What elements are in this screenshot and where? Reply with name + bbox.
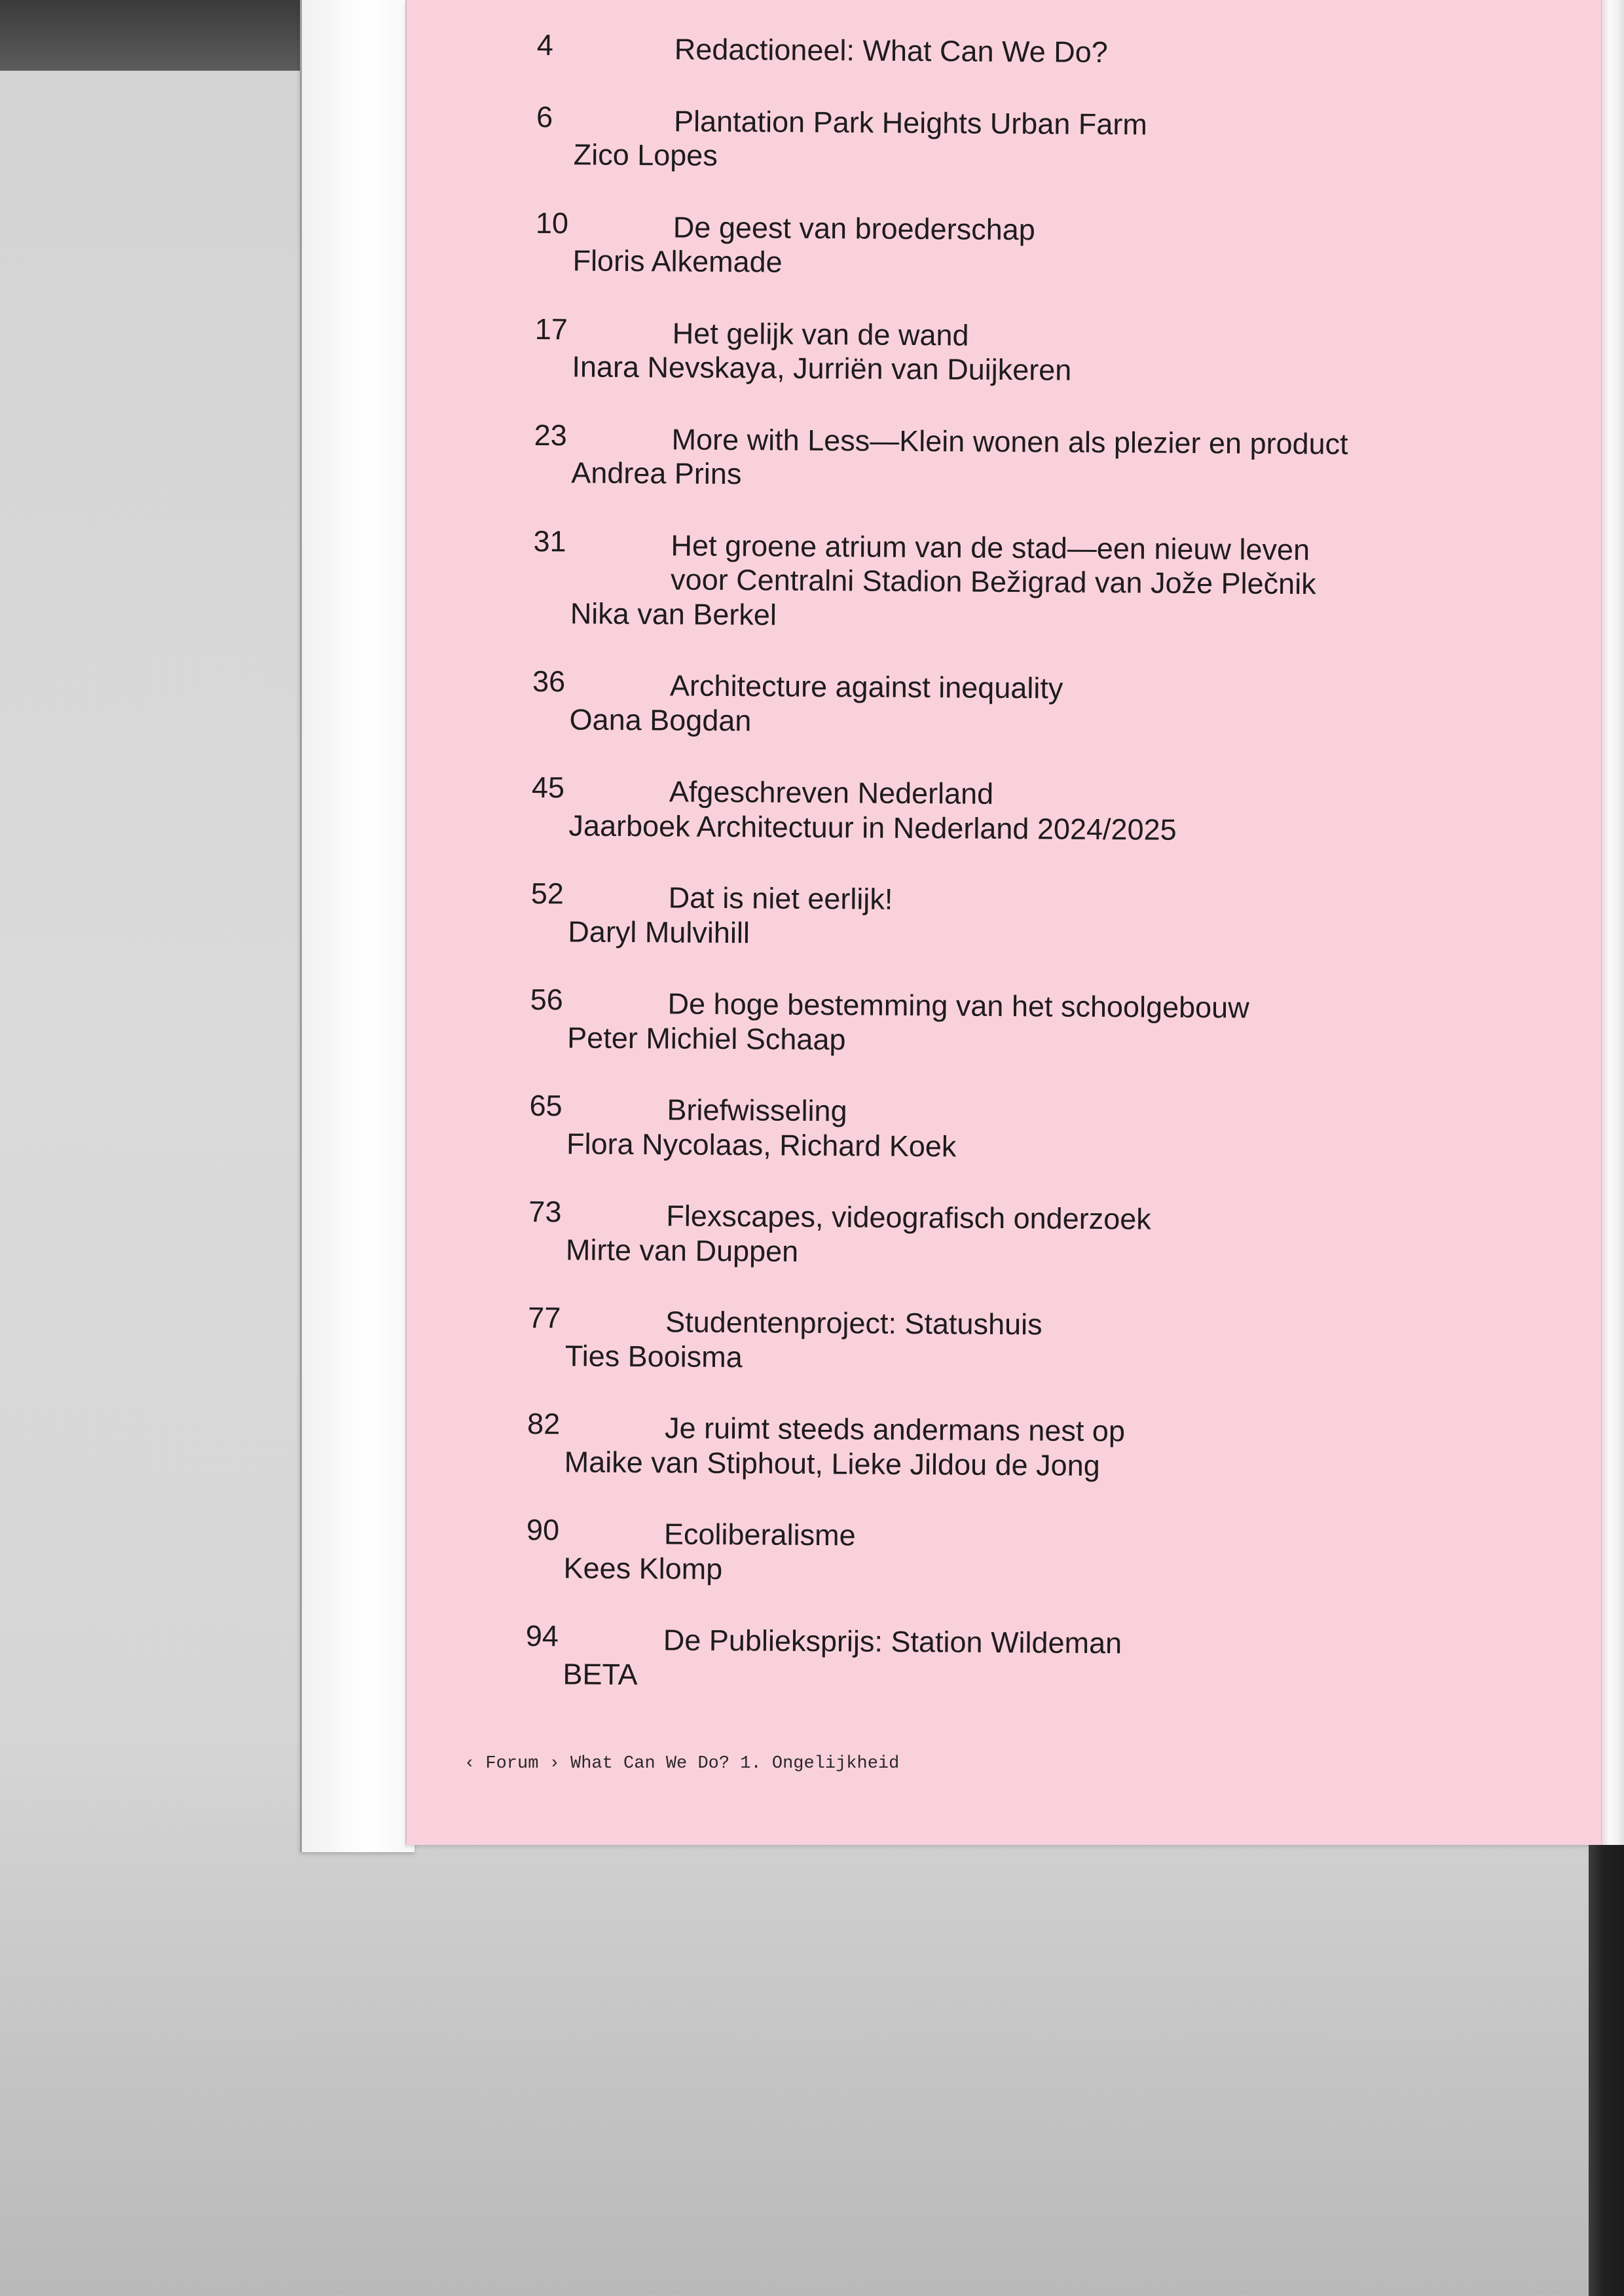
toc-author: Flora Nycolaas, Richard Koek (566, 1126, 957, 1163)
toc-author: Ties Booisma (564, 1338, 743, 1374)
toc-entry (530, 982, 1513, 1061)
toc-title: More with Less—Klein wonen als plezier en product (671, 422, 1348, 461)
toc-title: Ecoliberalisme (663, 1517, 856, 1552)
toc-title: Briefwisseling (667, 1093, 847, 1128)
toc-author: Daryl Mulvihill (568, 914, 750, 949)
page-fore-edge (1601, 0, 1624, 1845)
running-footer: ‹ Forum › What Can We Do? 1. Ongelijkheid (464, 1754, 900, 1774)
toc-page-number: 94 (525, 1618, 559, 1653)
toc-page-number: 77 (528, 1300, 561, 1335)
toc-entry (531, 770, 1514, 849)
binding-shadow (1589, 1845, 1624, 2296)
toc-title: Afgeschreven Nederland (669, 774, 994, 811)
toc-entry (534, 418, 1517, 496)
toc-author: Inara Nevskaya, Jurriën van Duijkeren (572, 350, 1072, 387)
toc-author: BETA (563, 1656, 638, 1691)
toc-title: De hoge bestemming van het schoolgebouw (667, 987, 1249, 1025)
toc-entry (526, 1406, 1510, 1485)
toc-page-number: 65 (529, 1088, 563, 1123)
toc-page-number: 23 (534, 418, 567, 452)
toc-title: Je ruimt steeds andermans nest op (664, 1411, 1126, 1448)
toc-title: Studentenproject: Statushuis (665, 1305, 1043, 1341)
toc-page-number: 10 (535, 206, 569, 240)
toc-author: Oana Bogdan (569, 702, 752, 737)
toc-entry (533, 524, 1516, 637)
toc-author: Andrea Prins (571, 456, 742, 491)
toc-page-number: 82 (526, 1406, 561, 1441)
toc-title: Architecture against inequality (669, 668, 1063, 705)
toc-entry (532, 664, 1515, 743)
toc-entry (528, 1300, 1511, 1379)
toc-title: Het groene atrium van de stad—een nieuw leven (671, 528, 1310, 566)
toc-author: Kees Klomp (563, 1550, 723, 1586)
toc-page-number: 6 (536, 100, 553, 134)
toc-author: Jaarboek Architectuur in Nederland 2024/2025 (568, 808, 1177, 847)
toc-page-number: 73 (528, 1194, 562, 1229)
toc-entry (536, 28, 1519, 73)
toc-page-number: 17 (534, 312, 568, 346)
toc-page-number: 52 (530, 876, 564, 911)
toc-title: Flexscapes, videografisch onderzoek (666, 1199, 1151, 1236)
toc-page-number: 4 (536, 28, 554, 62)
toc-author: Zico Lopes (573, 137, 718, 172)
toc-author: Mirte van Duppen (565, 1232, 799, 1268)
toc-page-number: 36 (532, 664, 566, 699)
toc-author: Floris Alkemade (572, 244, 783, 279)
toc-entry (529, 1088, 1512, 1167)
toc-title: De geest van broederschap (673, 210, 1035, 246)
toc-title: Redactioneel: What Can We Do? (674, 32, 1108, 69)
toc-page-number: 90 (526, 1512, 560, 1547)
underlying-page-edge (300, 0, 415, 1852)
toc-title: De Publieksprijs: Station Wildeman (663, 1623, 1122, 1660)
toc-title: Plantation Park Heights Urban Farm (673, 103, 1148, 141)
toc-title-continuation: voor Centralni Stadion Bežigrad van Jože Plečnik (670, 562, 1316, 601)
toc-page-number: 45 (531, 770, 565, 805)
toc-author: Peter Michiel Schaap (567, 1020, 846, 1056)
table-of-contents (525, 28, 1519, 1735)
toc-page-number: 56 (530, 982, 563, 1017)
toc-entry (535, 206, 1518, 284)
toc-author: Maike van Stiphout, Lieke Jildou de Jong (564, 1444, 1100, 1482)
scanner-background-corner (0, 0, 300, 71)
toc-entry (536, 100, 1519, 178)
toc-entry (525, 1618, 1508, 1698)
toc-entry (530, 876, 1513, 955)
toc-entry (526, 1512, 1509, 1592)
toc-author: Nika van Berkel (570, 596, 777, 632)
toc-entry (528, 1194, 1511, 1273)
toc-page-number: 31 (533, 524, 566, 558)
toc-title: Het gelijk van de wand (672, 316, 969, 352)
toc-entry (534, 312, 1517, 390)
toc-title: Dat is niet eerlijk! (668, 881, 893, 916)
